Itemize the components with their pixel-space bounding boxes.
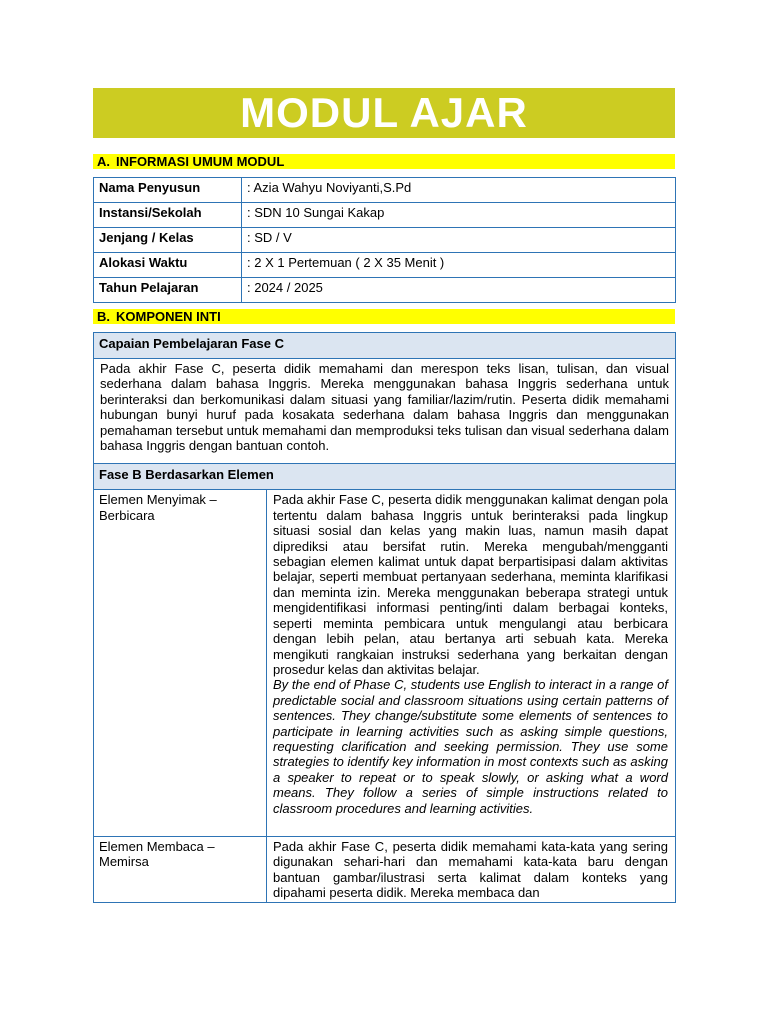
section-a-number: A. <box>97 154 110 169</box>
elemen-text-id: Pada akhir Fase C, peserta didik menggunakan kalimat dengan pola tertentu dalam bahasa Inggris untuk berinteraksi pada lingkup situasi sosial dan kelas yang makin luas, namun masih dapat diprediksi atau bersifat rutin. Mereka mengubah/mengganti sebagian elemen kalimat untuk dapat berpartisipasi dalam aktivitas belajar, seperti membuat pertanyaan sederhana, meminta klarifikasi dan meminta izin. Mereka menggunakan beberapa strategi untuk mengidentifikasi informasi penting/inti dalam berbagai konteks, seperti meminta pembicara untuk mengulangi atau berbicara dengan lebih pelan, atau bertanya arti sebuah kata. Mereka mengikuti rangkaian instruksi sederhana yang berkaitan dengan prosedur kelas dan aktivitas belajar. <box>273 492 668 677</box>
info-value: : Azia Wahyu Noviyanti,S.Pd <box>242 178 676 203</box>
title-banner <box>93 88 675 138</box>
info-value: : 2024 / 2025 <box>242 278 676 303</box>
info-label: Jenjang / Kelas <box>94 228 242 253</box>
elemen-row <box>94 836 676 902</box>
page-title: MODUL AJAR <box>240 89 528 136</box>
elemen-text-en: By the end of Phase C, students use English to interact in a range of predictable social and classroom situations using certain patterns of sentences. They change/substitute some elements of sentences to participate in learning activities such as asking simple questions, requesting clarification and seeking permission. They use some strategies to identify key information in most contexts such as asking a speaker to repeat or to speak slowly, or asking what a word means. They follow a series of simple instructions related to classroom procedures and learning activities. <box>273 677 668 816</box>
elemen-text-id: Pada akhir Fase C, peserta didik memahami kata-kata yang sering digunakan sehari-hari dan memahami kata-kata baru dengan bantuan gambar/ilustrasi serta kalimat dalam konteks yang dipahami peserta didik. Mereka membaca dan <box>273 838 668 901</box>
info-value: : SDN 10 Sungai Kakap <box>242 203 676 228</box>
info-row <box>94 178 676 203</box>
elemen-description <box>267 490 676 837</box>
info-row <box>94 203 676 228</box>
elemen-name: Elemen Menyimak – Berbicara <box>94 490 267 837</box>
info-row <box>94 228 676 253</box>
capaian-header: Capaian Pembelajaran Fase C <box>94 333 676 359</box>
info-value: : 2 X 1 Pertemuan ( 2 X 35 Menit ) <box>242 253 676 278</box>
elemen-name: Elemen Membaca – Memirsa <box>94 836 267 902</box>
info-label: Alokasi Waktu <box>94 253 242 278</box>
section-b-title: KOMPONEN INTI <box>116 309 221 324</box>
elemen-row <box>94 490 676 837</box>
info-table <box>93 177 676 303</box>
info-value: : SD / V <box>242 228 676 253</box>
info-label: Tahun Pelajaran <box>94 278 242 303</box>
info-row <box>94 253 676 278</box>
capaian-text-row <box>94 359 676 464</box>
fase-b-header: Fase B Berdasarkan Elemen <box>94 464 676 490</box>
section-a-heading <box>93 154 675 169</box>
elemen-description <box>267 836 676 902</box>
capaian-text: Pada akhir Fase C, peserta didik memahami dan merespon teks lisan, tulisan, dan visual sederhana dalam bahasa Inggris. Mereka menggunakan bahasa Inggris sederhana untuk berinteraksi dan berkomunikasi dalam situasi yang familiar/lazim/rutin. Peserta didik memahami hubungan bunyi huruf pada kosakata sederhana dalam bahasa Inggris dan menggunakan pemahaman tersebut untuk memahami dan memproduksi teks tulisan dan visual sederhana dalam bahasa Inggris dengan bantuan contoh. <box>94 359 676 464</box>
info-label: Nama Penyusun <box>94 178 242 203</box>
info-label: Instansi/Sekolah <box>94 203 242 228</box>
info-row <box>94 278 676 303</box>
komponen-table <box>93 332 676 903</box>
section-a-title: INFORMASI UMUM MODUL <box>116 154 285 169</box>
capaian-header-row <box>94 333 676 359</box>
section-b-number: B. <box>97 309 110 324</box>
section-b-heading <box>93 309 675 324</box>
fase-b-header-row <box>94 464 676 490</box>
